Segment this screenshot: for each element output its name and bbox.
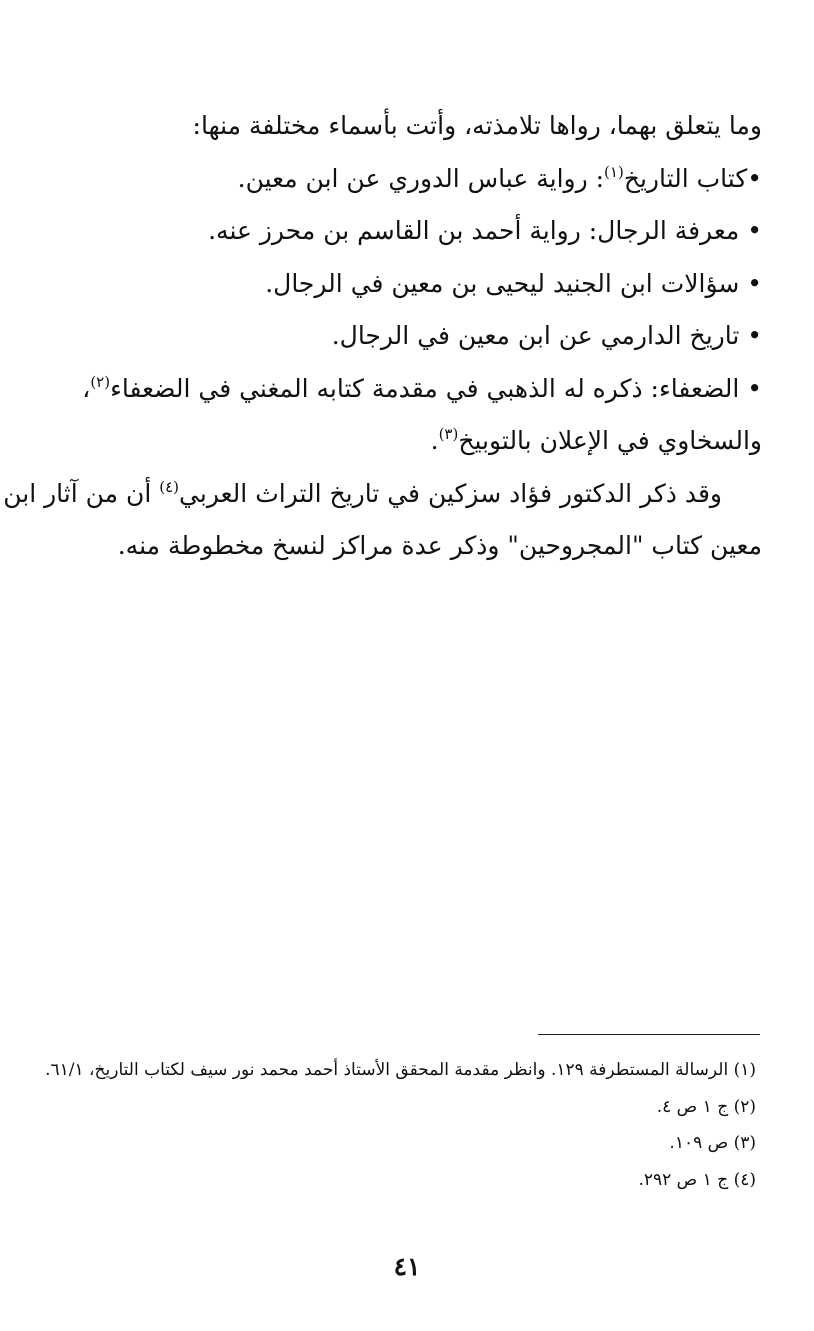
line-text: والسخاوي في الإعلان بالتوبيخ [458,426,762,455]
bullet-text: •كتاب التاريخ [623,163,762,193]
main-text [3,100,762,573]
paragraph-sezgin-continued: معين كتاب "المجروحين" وذكر عدة مراكز لنسخ مخطوطة منه. [117,531,762,560]
para-text-cont: أن من آثار ابن [3,478,160,508]
bullet-item-al-duafa [50,363,762,416]
bullet-item-suualat: • سؤالات ابن الجنيد ليحيى بن معين في الرجال. [265,268,762,298]
footnote-ref-3: (٣) [438,425,459,443]
bullet-text: • الضعفاء: ذكره له الذهبي في مقدمة كتابه المغني في الضعفاء [110,373,762,403]
footnote-4: (٤) ج ١ ص ٢٩٢. [638,1170,756,1191]
footnotes [45,1052,756,1199]
bullet-item-al-duafa-continued [50,415,762,468]
bullet-text-cont: ، [82,373,91,403]
footnote-1: (١) الرسالة المستطرفة ١٢٩. وانظر مقدمة المحقق الأستاذ أحمد محمد نور سيف لكتاب التاريخ، ٦١/١. [45,1060,756,1080]
paragraph-sezgin [3,468,762,521]
footnote-ref-2: (٢) [90,372,111,391]
intro-line: وما يتعلق بهما، رواها تلامذته، وأتت بأسماء مختلفة منها: [192,111,762,140]
footnote-divider [538,1034,760,1035]
para-text: وقد ذكر الدكتور فؤاد سزكين في تاريخ التراث العربي [179,478,722,508]
footnote-3: (٣) ص ١٠٩. [669,1133,756,1154]
footnote-ref-4: (٤) [159,477,180,496]
bullet-item-marifat-al-rijal: • معرفة الرجال: رواية أحمد بن القاسم بن محرز عنه. [208,216,762,245]
bullet-text-cont: : رواية عباس الدوري عن ابن معين. [237,163,605,193]
page-number: ٤١ [393,1252,421,1281]
footnote-ref-1: (١) [604,162,624,181]
bullet-item-tarikh-al-darimi: • تاريخ الدارمي عن ابن معين في الرجال. [331,321,762,350]
footnote-2: (٢) ج ١ ص ٤. [656,1096,756,1117]
line-text-cont: . [430,426,439,455]
bullet-item-tarikh [50,153,762,206]
